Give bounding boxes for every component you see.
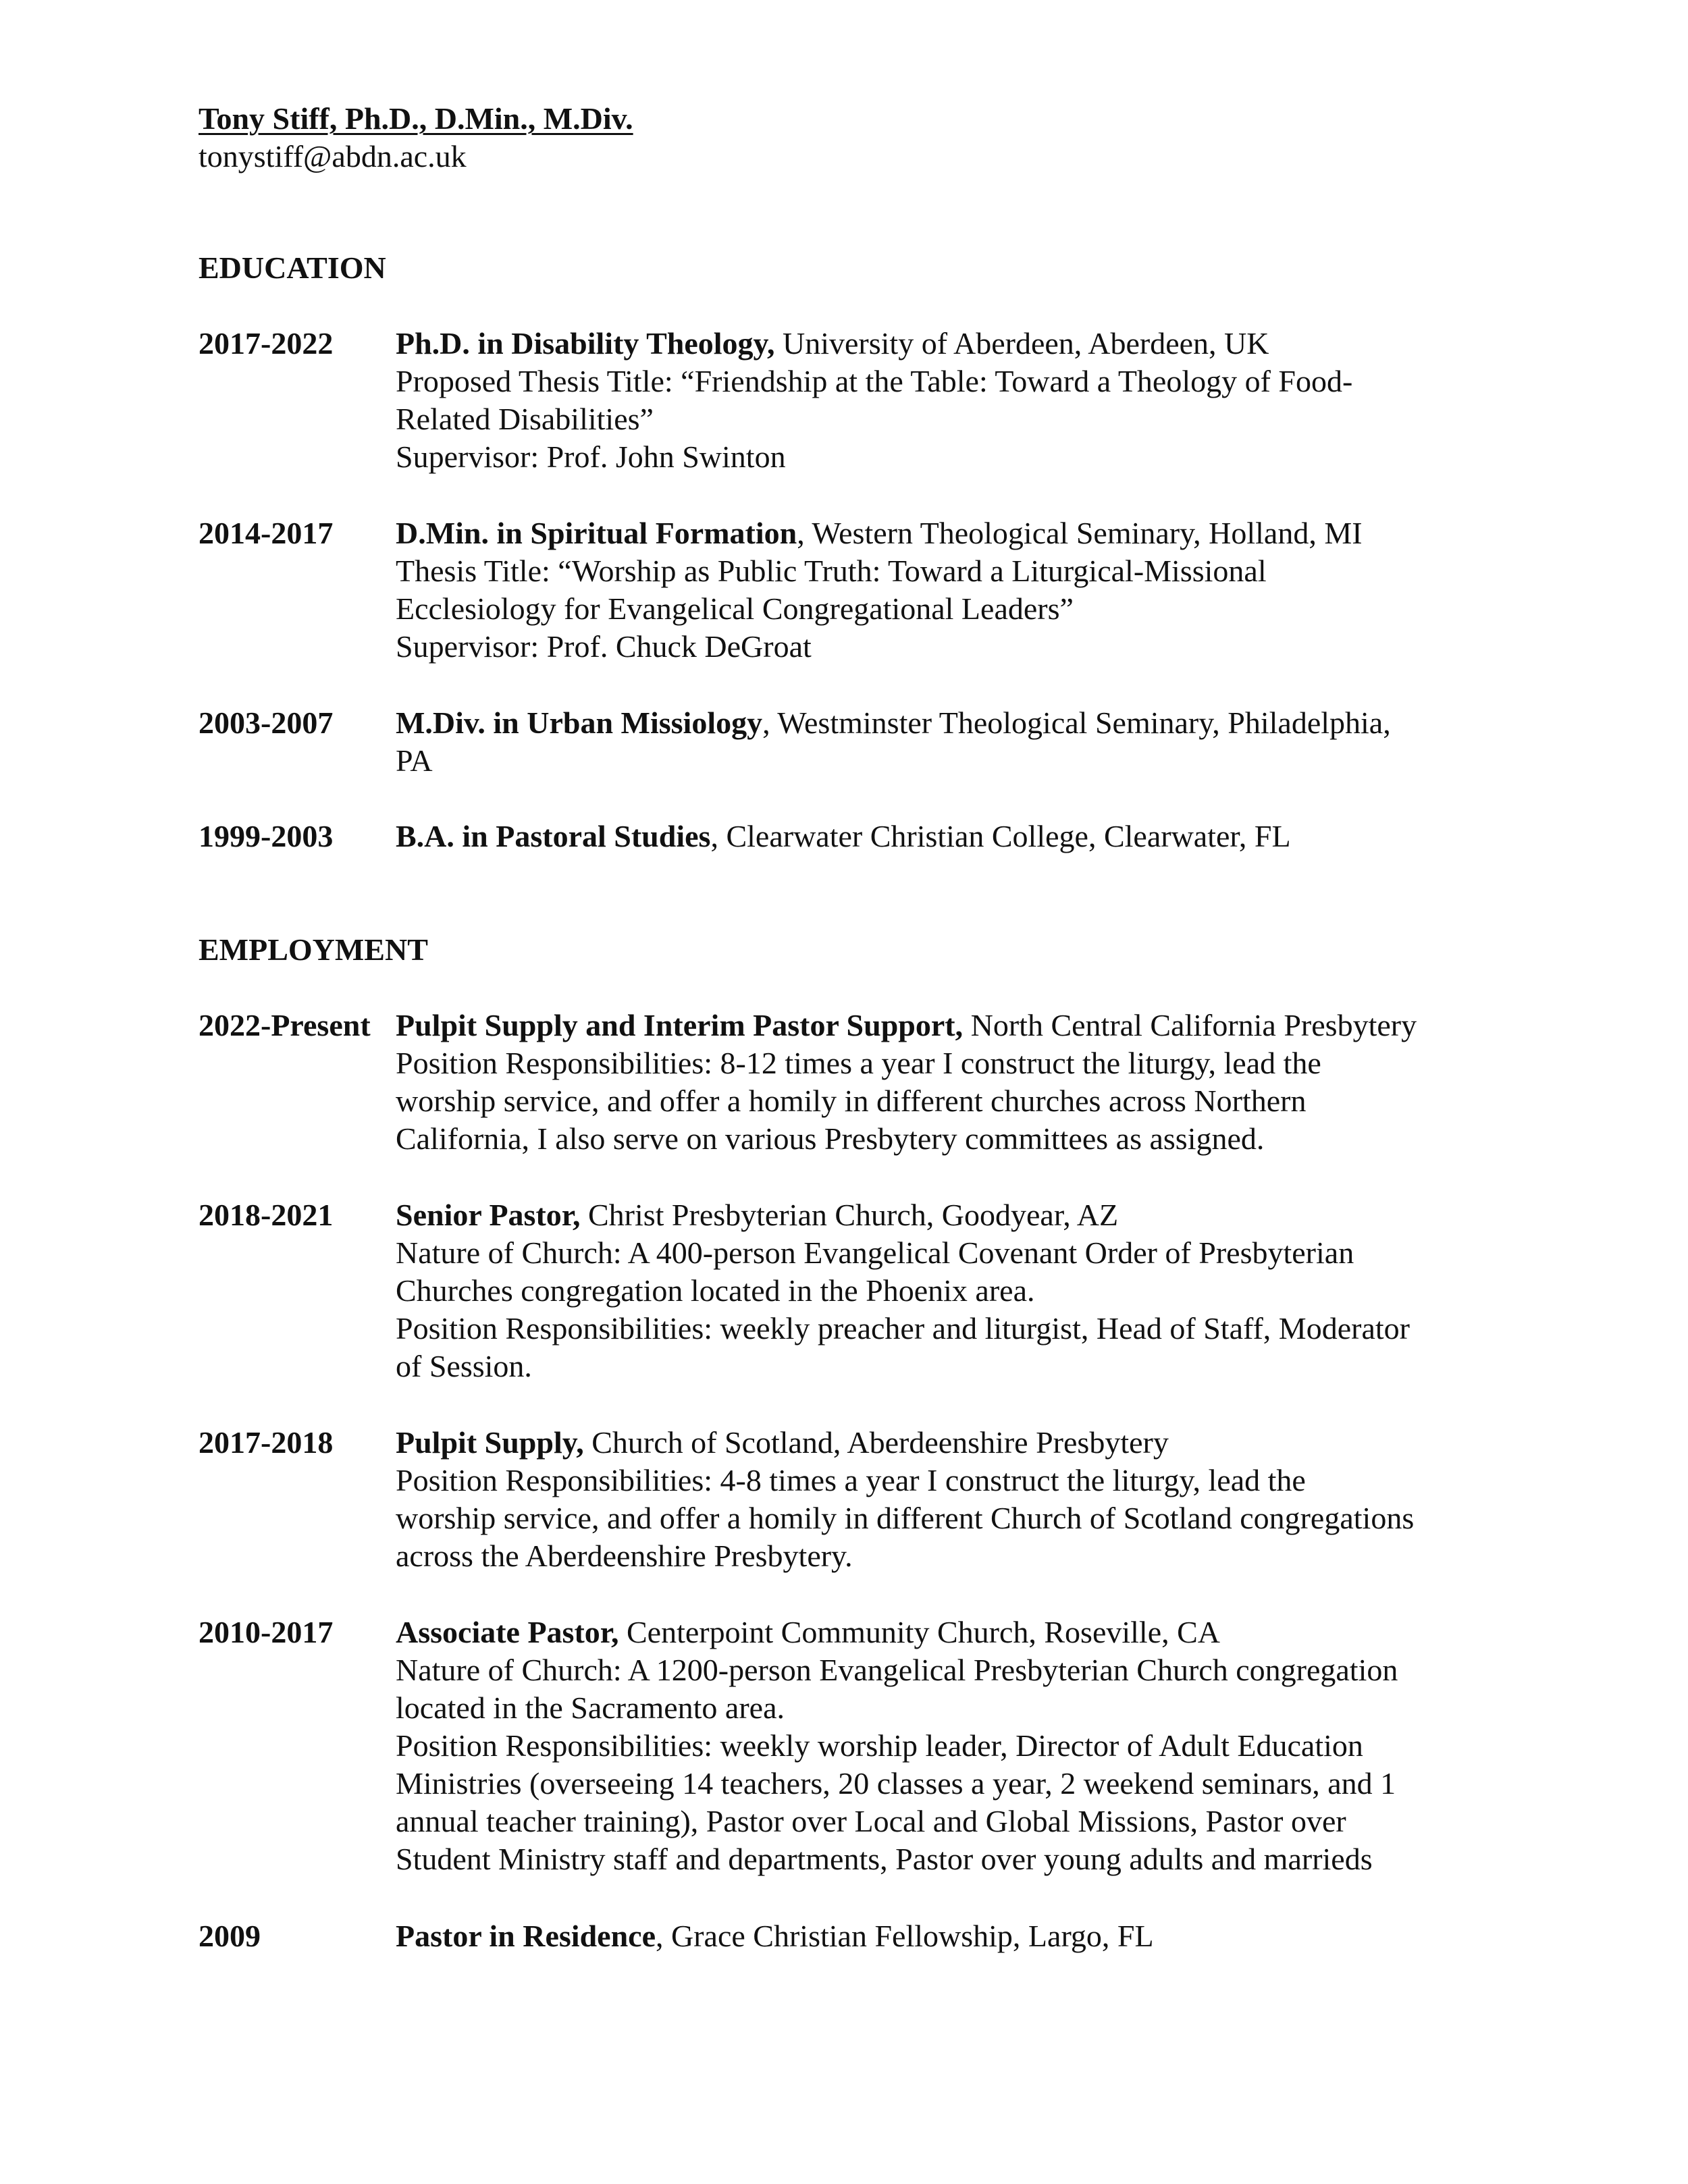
entry-detail: across the Aberdeenshire Presbytery.	[396, 1539, 853, 1573]
entry-years: 2014-2017	[199, 516, 334, 550]
entry-body	[396, 1007, 1510, 1158]
entry-body	[396, 1196, 1510, 1385]
entry-organization: Centerpoint Community Church, Roseville, CA	[618, 1615, 1221, 1649]
entry-years: 2009	[199, 1919, 261, 1953]
education-heading: EDUCATION	[199, 250, 386, 285]
entry-detail: of Session.	[396, 1349, 532, 1383]
entry-title: Pulpit Supply and Interim Pastor Support,	[396, 1008, 964, 1042]
entry-title-line	[396, 1614, 1510, 1651]
entry-detail: Nature of Church: A 1200-person Evangelical Presbyterian Church congregation	[396, 1653, 1398, 1687]
entry-body	[396, 704, 1510, 780]
entry-institution: University of Aberdeen, Aberdeen, UK	[774, 326, 1269, 361]
entry-title-line	[396, 1196, 1510, 1234]
entry-body	[396, 1917, 1510, 1955]
entry-organization: Church of Scotland, Aberdeenshire Presbytery	[583, 1425, 1169, 1460]
entry-title-line	[396, 514, 1510, 552]
entry-title: Associate Pastor,	[396, 1615, 619, 1649]
entry-detail: Proposed Thesis Title: “Friendship at the Table: Toward a Theology of Food-	[396, 364, 1353, 398]
entry-title-line	[396, 818, 1510, 855]
entry-detail: Position Responsibilities: 8-12 times a year I construct the liturgy, lead the	[396, 1046, 1321, 1080]
entry-title: Ph.D. in Disability Theology,	[396, 326, 775, 361]
entry-detail: Supervisor: Prof. John Swinton	[396, 440, 786, 474]
entry-body	[396, 514, 1510, 666]
entry-detail: Position Responsibilities: 4-8 times a year I construct the liturgy, lead the	[396, 1463, 1306, 1497]
entry-detail: Ecclesiology for Evangelical Congregational Leaders”	[396, 591, 1074, 626]
entry-detail: worship service, and offer a homily in different churches across Northern	[396, 1084, 1307, 1118]
entry-title-line	[396, 704, 1510, 742]
entry-organization: , Grace Christian Fellowship, Largo, FL	[656, 1919, 1154, 1953]
entry-years: 2018-2021	[199, 1198, 334, 1232]
entry-years: 1999-2003	[199, 819, 334, 853]
entry-title: Senior Pastor,	[396, 1198, 581, 1232]
entry-body	[396, 325, 1510, 476]
entry-detail: Churches congregation located in the Phoenix area.	[396, 1273, 1035, 1308]
entry-title-line	[396, 1424, 1510, 1462]
entry-title: Pulpit Supply,	[396, 1425, 584, 1460]
entry-detail: located in the Sacramento area.	[396, 1690, 785, 1725]
entry-organization: Christ Presbyterian Church, Goodyear, AZ	[580, 1198, 1119, 1232]
entry-title: Pastor in Residence	[396, 1919, 656, 1953]
entry-title: D.Min. in Spiritual Formation	[396, 516, 797, 550]
entry-body	[396, 1424, 1510, 1575]
entry-organization: North Central California Presbytery	[963, 1008, 1417, 1042]
entry-title: B.A. in Pastoral Studies	[396, 819, 711, 853]
entry-years: 2003-2007	[199, 705, 334, 740]
entry-detail: worship service, and offer a homily in different Church of Scotland congregations	[396, 1501, 1415, 1535]
entry-detail: Thesis Title: “Worship as Public Truth: Toward a Liturgical-Missional	[396, 554, 1267, 588]
entry-detail: Nature of Church: A 400-person Evangelical Covenant Order of Presbyterian	[396, 1235, 1354, 1270]
entry-detail: Position Responsibilities: weekly preacher and liturgist, Head of Staff, Moderator	[396, 1311, 1410, 1346]
entry-detail: annual teacher training), Pastor over Local and Global Missions, Pastor over	[396, 1804, 1346, 1838]
entry-body	[396, 818, 1510, 855]
entry-detail: Student Ministry staff and departments, Pastor over young adults and marrieds	[396, 1842, 1373, 1876]
entry-title-line	[396, 1007, 1510, 1044]
entry-detail: PA	[396, 743, 433, 778]
entry-detail: Position Responsibilities: weekly worship leader, Director of Adult Education	[396, 1728, 1363, 1763]
entry-detail: Ministries (overseeing 14 teachers, 20 classes a year, 2 weekend seminars, and 1	[396, 1766, 1396, 1801]
author-name: Tony Stiff, Ph.D., D.Min., M.Div.	[199, 101, 633, 136]
entry-institution: , Clearwater Christian College, Clearwater, FL	[710, 819, 1291, 853]
entry-detail: California, I also serve on various Presbytery committees as assigned.	[396, 1121, 1265, 1156]
entry-title-line	[396, 325, 1510, 363]
entry-years: 2017-2018	[199, 1425, 334, 1460]
entry-years: 2022-Present	[199, 1008, 371, 1042]
entry-years: 2010-2017	[199, 1615, 334, 1649]
entry-years: 2017-2022	[199, 326, 334, 361]
author-email: tonystiff@abdn.ac.uk	[199, 139, 467, 174]
entry-body	[396, 1614, 1510, 1878]
entry-detail: Supervisor: Prof. Chuck DeGroat	[396, 629, 812, 664]
entry-institution: , Western Theological Seminary, Holland, MI	[797, 516, 1363, 550]
entry-title-line	[396, 1917, 1510, 1955]
entry-institution: , Westminster Theological Seminary, Philadelphia,	[762, 705, 1391, 740]
entry-detail: Related Disabilities”	[396, 402, 654, 436]
entry-title: M.Div. in Urban Missiology	[396, 705, 763, 740]
employment-heading: EMPLOYMENT	[199, 932, 428, 967]
